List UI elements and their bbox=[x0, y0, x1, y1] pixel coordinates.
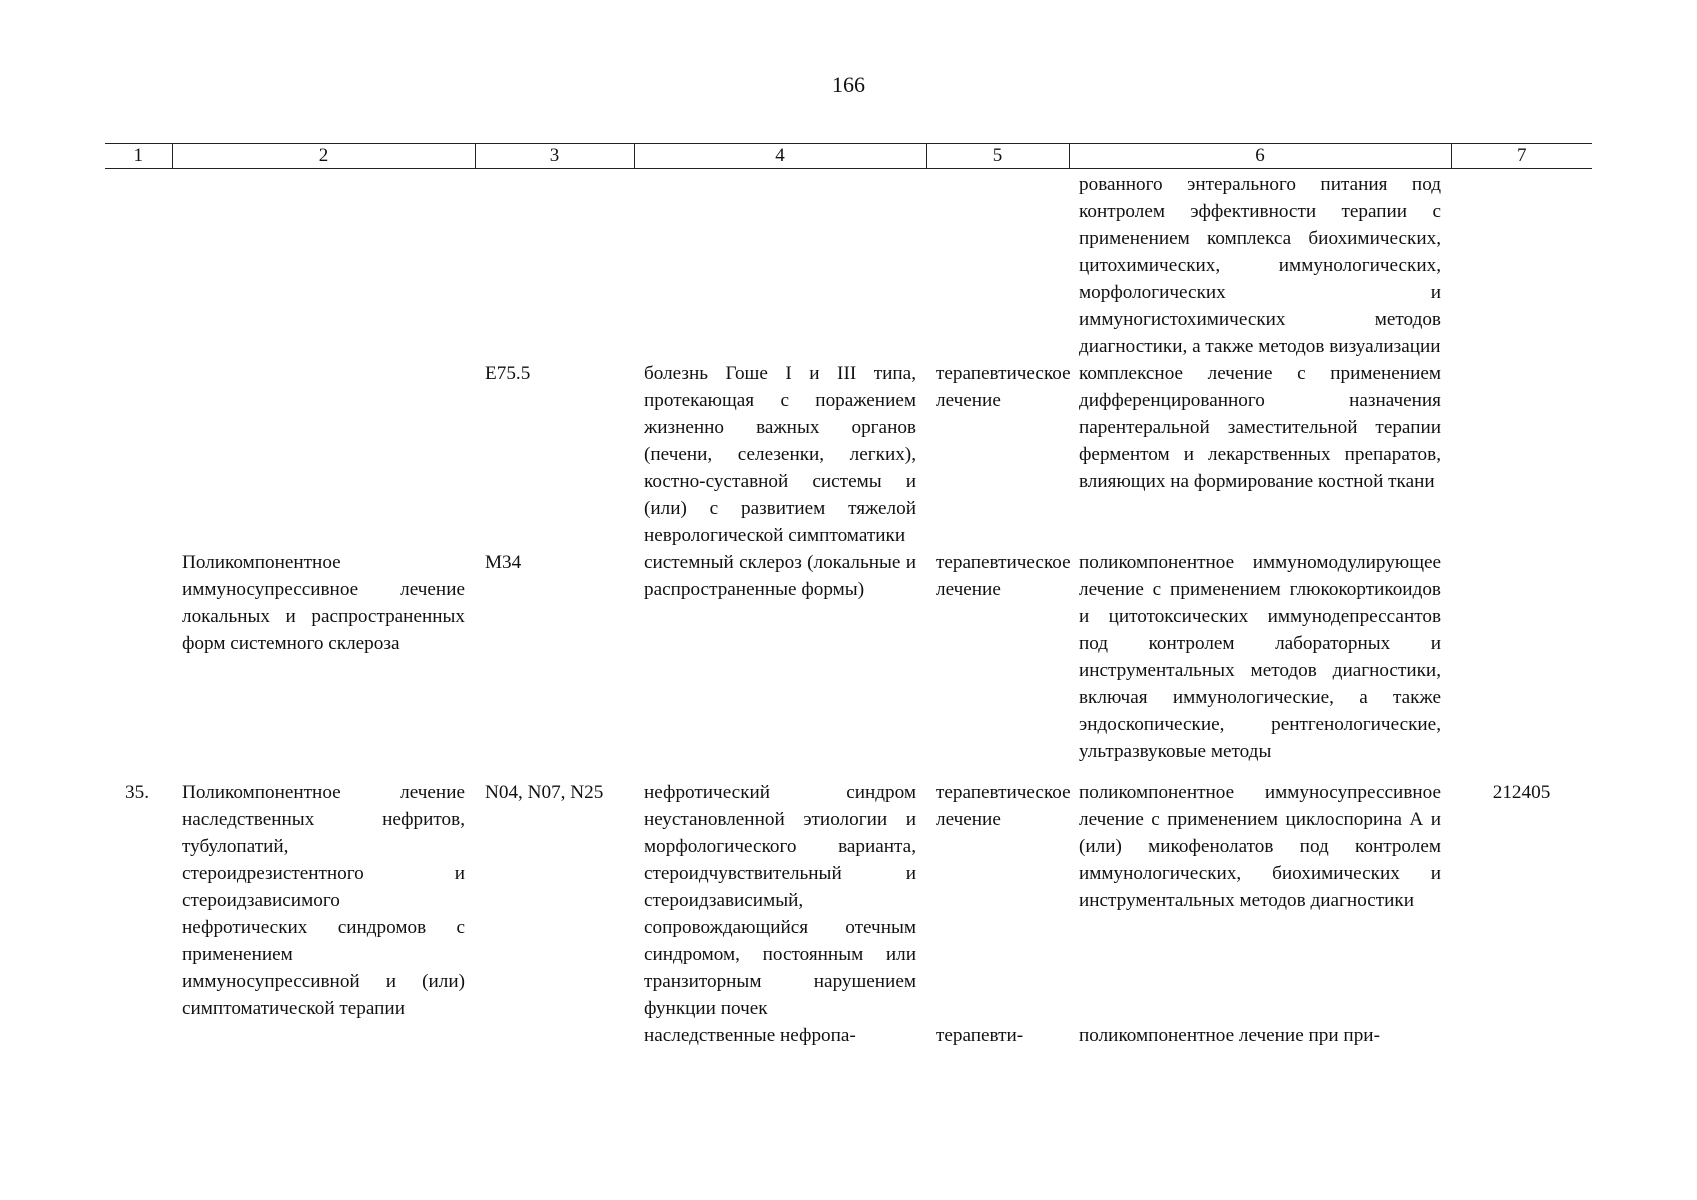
column-header-1: 1 bbox=[105, 144, 172, 169]
price-value: 212405 bbox=[1492, 782, 1551, 803]
table-row bbox=[105, 779, 1592, 1022]
row-number bbox=[105, 169, 172, 361]
table-row bbox=[105, 549, 1592, 765]
patient-model bbox=[634, 169, 926, 361]
service-name bbox=[172, 169, 475, 361]
column-header-2: 2 bbox=[172, 144, 475, 169]
service-name: Поликомпонентное лечение наследственных нефритов, тубулопатий, стероидрезистентного и стероидзависимого нефротических синдромов с применением иммуносупрессивной и (или) симптоматической терапии bbox=[182, 782, 465, 1019]
patient-model: болезнь Гоше I и III типа, протекающая с поражением жизненно важных органов (печени, селезенки, легких), костно-суставной системы и (или) с развитием тяжелой неврологической симптоматики bbox=[644, 363, 916, 546]
row-spacer bbox=[105, 765, 1592, 779]
treatment-type: терапевтическое лечение bbox=[936, 363, 1071, 411]
treatment-type: терапевтическое лечение bbox=[936, 782, 1071, 830]
service-name: Поликомпонентное иммуносупрессивное лечение локальных и распространенных форм системного склероза bbox=[182, 552, 465, 654]
column-header-7: 7 bbox=[1451, 144, 1592, 169]
treatment-method: поликомпонентное иммуносупрессивное лечение с применением циклоспорина А и (или) микофенолатов под контролем иммунологических, биохимических и инструментальных методов диагностики bbox=[1079, 782, 1441, 911]
treatment-type bbox=[926, 169, 1069, 361]
treatment-method: рованного энтерального питания под контролем эффективности терапии с применением комплекса биохимических, цитохимических, иммунологических, морфологических и иммуногистохимических методов диагностики, а также методов визуализации bbox=[1079, 174, 1441, 357]
icd-codes bbox=[475, 1022, 634, 1049]
column-header-3: 3 bbox=[475, 144, 634, 169]
row-number: 35. bbox=[125, 782, 149, 803]
column-header-4: 4 bbox=[634, 144, 926, 169]
patient-model: нефротический синдром неустановленной этиологии и морфологического варианта, стероидчувствительный и стероидзависимый, сопровождающийся отечным синдромом, постоянным или транзиторным нарушением функции почек bbox=[644, 782, 916, 1019]
table-row bbox=[105, 169, 1592, 361]
table-row bbox=[105, 360, 1592, 549]
icd-codes: M34 bbox=[485, 552, 522, 573]
treatment-method: поликомпонентное лечение при при- bbox=[1079, 1025, 1380, 1046]
row-number bbox=[105, 1022, 172, 1049]
icd-codes: N04, N07, N25 bbox=[485, 782, 604, 803]
patient-model: наследственные нефропа- bbox=[644, 1025, 856, 1046]
price-value bbox=[1451, 549, 1592, 765]
column-header-5: 5 bbox=[926, 144, 1069, 169]
column-number-row bbox=[105, 144, 1592, 169]
row-number bbox=[105, 360, 172, 549]
column-header-6: 6 bbox=[1069, 144, 1451, 169]
service-name bbox=[172, 360, 475, 549]
page-number: 166 bbox=[832, 72, 865, 97]
treatment-type: терапевти- bbox=[936, 1025, 1024, 1046]
price-value bbox=[1451, 169, 1592, 361]
medical-services-table bbox=[105, 143, 1592, 1049]
price-value bbox=[1451, 1022, 1592, 1049]
service-name bbox=[172, 1022, 475, 1049]
icd-codes bbox=[475, 169, 634, 361]
icd-codes: E75.5 bbox=[485, 363, 531, 384]
treatment-method: комплексное лечение с применением дифференцированного назначения парентеральной заместительной терапии ферментом и лекарственных препаратов, влияющих на формирование костной ткани bbox=[1079, 363, 1441, 492]
treatment-type: терапевтическое лечение bbox=[936, 552, 1071, 600]
treatment-method: поликомпонентное иммуномодулирующее лечение с применением глюкокортикоидов и цитотоксических иммунодепрессантов под контролем лабораторных и инструментальных методов диагностики, включая иммунологические, а также эндоскопические, рентгенологические, ультразвуковые методы bbox=[1079, 552, 1441, 762]
price-value bbox=[1451, 360, 1592, 549]
table-row bbox=[105, 1022, 1592, 1049]
row-number bbox=[105, 549, 172, 765]
patient-model: системный склероз (локальные и распространенные формы) bbox=[644, 552, 916, 600]
